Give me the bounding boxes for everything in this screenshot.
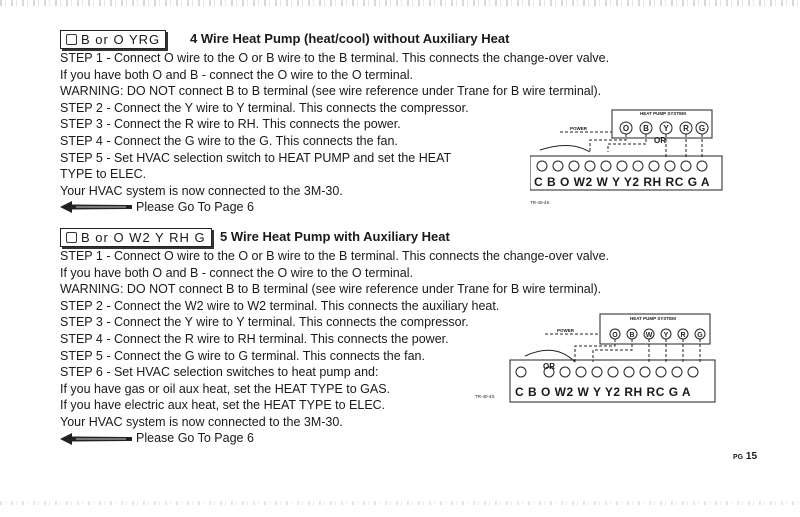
terminal-box: B or O YRG: [60, 30, 166, 49]
diagram-caption: TR-40-4S: [530, 200, 550, 205]
svg-text:B: B: [629, 332, 635, 339]
arrow-left-icon: [60, 201, 132, 213]
instruction-line: If you have both O and B - connect the O wire to the O terminal.: [60, 67, 413, 82]
instruction-line: STEP 5 - Connect the G wire to G terminal. This connects the fan.: [60, 348, 425, 363]
svg-text:B: B: [643, 124, 649, 133]
svg-text:O: O: [612, 332, 618, 339]
instruction-line: STEP 2 - Connect the Y wire to Y terminal. This connects the compressor.: [60, 100, 469, 115]
section-title: 5 Wire Heat Pump with Auxiliary Heat: [220, 229, 450, 244]
instruction-lines: [60, 50, 609, 215]
arrow-left-icon: [60, 433, 132, 445]
power-label: POWER: [557, 328, 575, 333]
instruction-line: If you have electric aux heat, set the HEAT TYPE to ELEC.: [60, 398, 386, 413]
instruction-line: WARNING: DO NOT connect B to B terminal (see wire reference under Trane for B wire terminal).: [60, 84, 602, 99]
instruction-line: STEP 1 - Connect O wire to the O or B wire to the B terminal. This connects the change-over valve.: [60, 249, 610, 263]
wiring-diagram-2: [475, 312, 720, 412]
instruction-line: STEP 5 - Set HVAC selection switch to HEAT PUMP and set the HEAT: [60, 150, 452, 165]
section-header: [60, 30, 780, 50]
checkbox-icon: [66, 232, 77, 243]
svg-text:Y: Y: [663, 124, 669, 133]
instruction-line: STEP 6 - Set HVAC selection switches to heat pump and:: [60, 365, 379, 380]
goto-page-link: Please Go To Page 6: [60, 199, 609, 215]
wiring-diagram-drawing: [530, 100, 730, 210]
wiring-diagram-1: [530, 100, 730, 210]
system-label: HEAT PUMP SYSTEM: [640, 111, 686, 116]
or-label: OR: [654, 136, 666, 145]
instruction-line: STEP 4 - Connect the R wire to RH terminal. This connects the power.: [60, 331, 449, 346]
power-label: POWER: [570, 126, 588, 131]
checkbox-icon: [66, 34, 77, 45]
svg-text:G: G: [697, 332, 703, 339]
or-label: OR: [543, 362, 555, 371]
svg-text:Y: Y: [663, 332, 669, 339]
terminal-labels: C B O W2 W Y Y2 RH RC G A: [515, 385, 692, 399]
instruction-line: STEP 4 - Connect the G wire to the G. This connects the fan.: [60, 133, 398, 148]
scan-noise-bottom: [0, 501, 800, 505]
page-number-value: 15: [745, 451, 758, 462]
system-label: HEAT PUMP SYSTEM: [630, 316, 676, 321]
section-title: 4 Wire Heat Pump (heat/cool) without Auxiliary Heat: [190, 31, 510, 46]
goto-page-link: Please Go To Page 6: [60, 431, 609, 447]
instruction-line: WARNING: DO NOT connect B to B terminal (see wire reference under Trane for B wire terminal).: [60, 282, 602, 297]
instruction-line: Your HVAC system is now connected to the 3M-30.: [60, 183, 343, 198]
instruction-line: If you have both O and B - connect the O wire to the O terminal.: [60, 265, 413, 280]
section-header: [60, 228, 780, 248]
page-number: [733, 451, 757, 462]
instruction-line: Your HVAC system is now connected to the 3M-30.: [60, 414, 343, 429]
svg-text:R: R: [680, 332, 686, 339]
instruction-line: TYPE to ELEC.: [60, 167, 147, 182]
instruction-line: STEP 2 - Connect the W2 wire to W2 terminal. This connects the auxiliary heat.: [60, 298, 500, 313]
terminal-box: B or O W2 Y RH G: [60, 228, 212, 247]
page-prefix: PG: [733, 454, 744, 461]
diagram-caption: TR-40-4S: [475, 394, 495, 399]
instruction-line: STEP 3 - Connect the Y wire to Y terminal. This connects the compressor.: [60, 315, 469, 330]
scan-noise-top: [0, 0, 800, 6]
svg-text:R: R: [683, 124, 689, 133]
svg-text:O: O: [622, 124, 630, 133]
svg-text:W: W: [645, 332, 653, 339]
instruction-line: If you have gas or oil aux heat, set the HEAT TYPE to GAS.: [60, 381, 391, 396]
instruction-line: STEP 3 - Connect the R wire to RH. This connects the power.: [60, 117, 401, 132]
terminal-labels: C B O W2 W Y Y2 RH RC G A: [534, 175, 711, 189]
instruction-line: STEP 1 - Connect O wire to the O or B wire to the B terminal. This connects the change-over valve.: [60, 51, 610, 65]
svg-text:G: G: [698, 124, 706, 133]
